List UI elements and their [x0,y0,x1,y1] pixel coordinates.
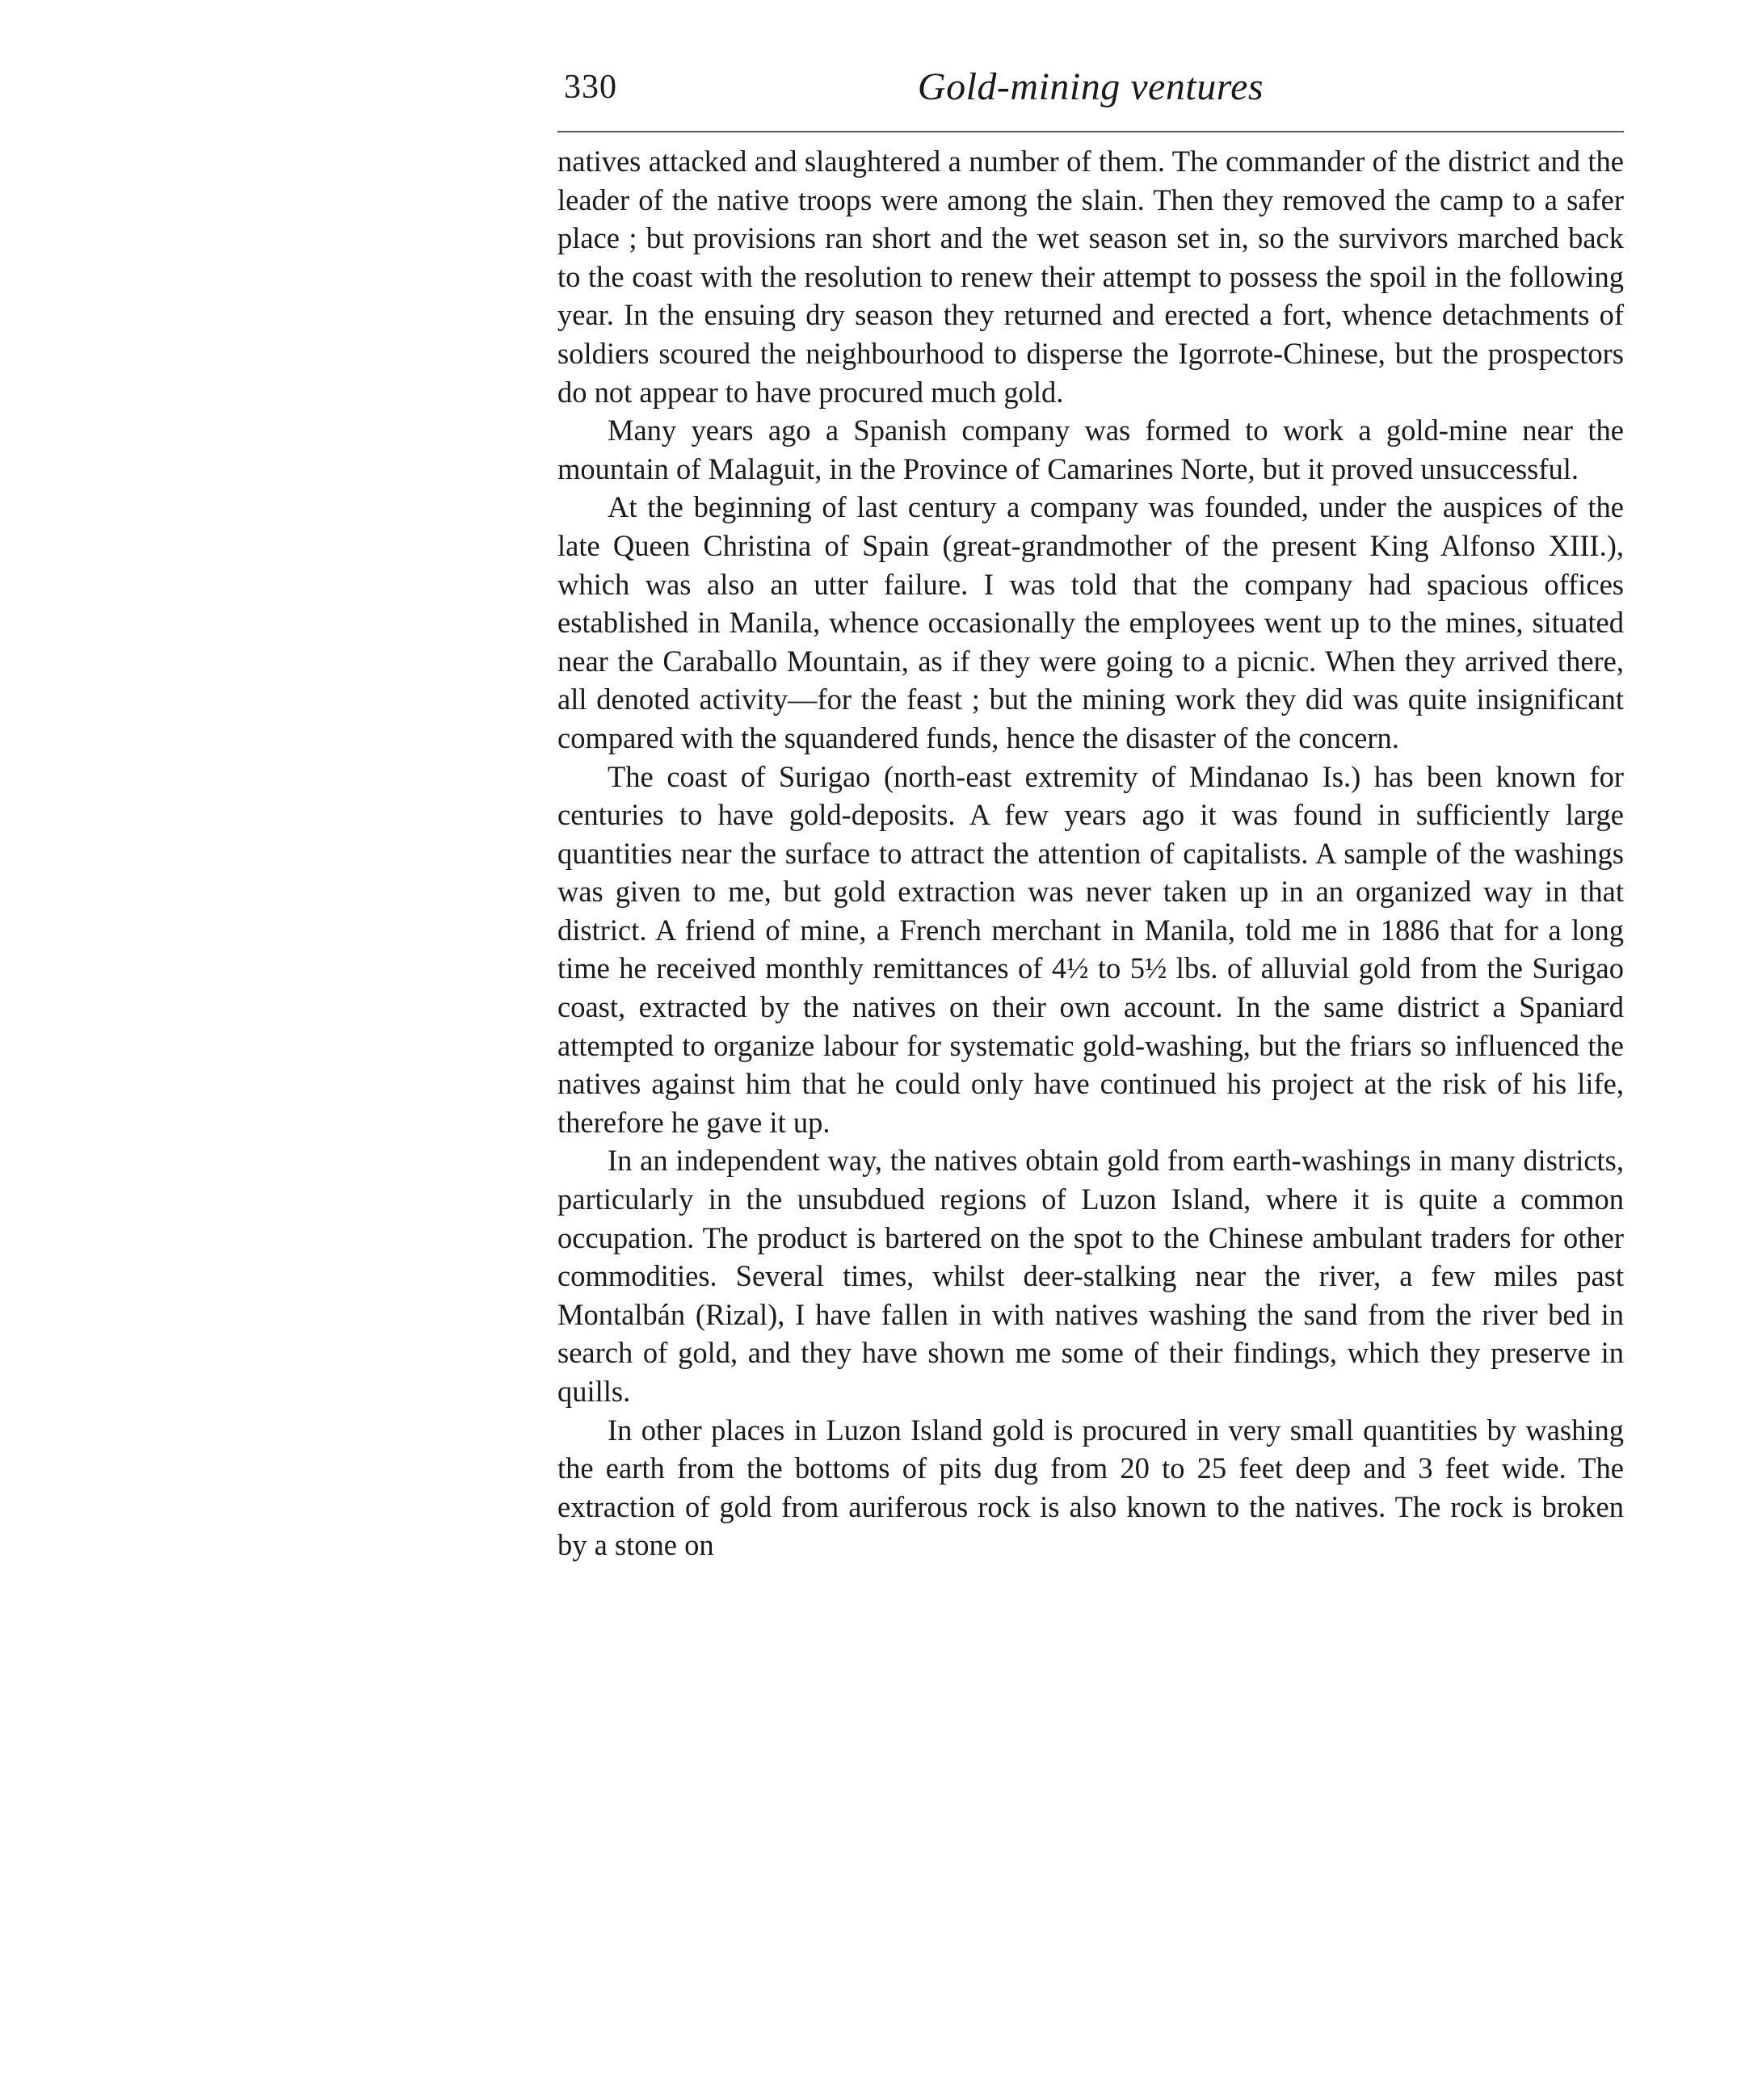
page-number: 330 [564,69,617,106]
paragraph-surigao: The coast of Surigao (north-east extremity of Mindanao Is.) has been known for centuries to have gold-deposits. A few years ago it was found in sufficiently large quantities near the surface to attract the attention of capitalists. A sample of the washings was given to me, but gold extraction was never taken up in an organized way in that district. A friend of mine, a French merchant in Manila, told me in 1886 that for a long time he received monthly remittances of 4½ to 5½ lbs. of alluvial gold from the Surigao coast, extracted by the natives on their own account. In the same district a Spaniard attempted to organize labour for systematic gold-washing, but the friars so influenced the natives against him that he could only have continued his project at the risk of his life, therefore he gave it up. [557,759,1624,1139]
paragraph-earth-washings: In an independent way, the natives obtain gold from earth-washings in many districts, particularly in the unsubdued regions of Luzon Island, where it is quite a common occupation. The product is bartered on the spot to the Chinese ambulant traders for other commodities. Several times, whilst deer-stalking near the river, a few miles past Montalbán (Rizal), I have fallen in with natives washing the sand from the river bed in search of gold, and they have shown me some of their findings, which they preserve in quills. [557,1144,1624,1408]
header-rule [557,131,1624,132]
running-head [557,65,1624,118]
book-page [557,65,1624,1564]
running-title: Gold-mining ventures [917,65,1264,108]
paragraph-malaguit: Many years ago a Spanish company was formed to work a gold-mine near the mountain of Malaguit, in the Province of Camarines Norte, but it proved unsuccessful. [557,414,1624,485]
paragraph-queen-christina: At the beginning of last century a company was founded, under the auspices of the late Queen Christina of Spain (great-grandmother of the present King Alfonso XIII.), which was also an utter failure. I was told that the company had spacious offices established in Manila, whence occasionally the employees went up to the mines, situated near the Caraballo Mountain, as if they were going to a picnic. When they arrived there, all denoted activity—for the feast ; but the mining work they did was quite insignificant compared with the squandered funds, hence the disaster of the concern. [557,490,1624,754]
paragraph-continuation: natives attacked and slaughtered a number of them. The commander of the district and the leader of the native troops were among the slain. Then they removed the camp to a safer place ; but provisions ran short and the wet season set in, so the survivors marched back to the coast with the resolution to renew their attempt to possess the spoil in the following year. In the ensuing dry season they returned and erected a fort, whence detachments of soldiers scoured the neighbourhood to disperse the Igorrote-Chinese, but the prospectors do not appear to have procured much gold. [557,145,1624,409]
body-text [557,142,1624,1564]
paragraph-luzon-pits: In other places in Luzon Island gold is procured in very small quantities by washing the earth from the bottoms of pits dug from 20 to 25 feet deep and 3 feet wide. The extraction of gold from auriferous rock is also known to the natives. The rock is broken by a stone on [557,1413,1624,1562]
